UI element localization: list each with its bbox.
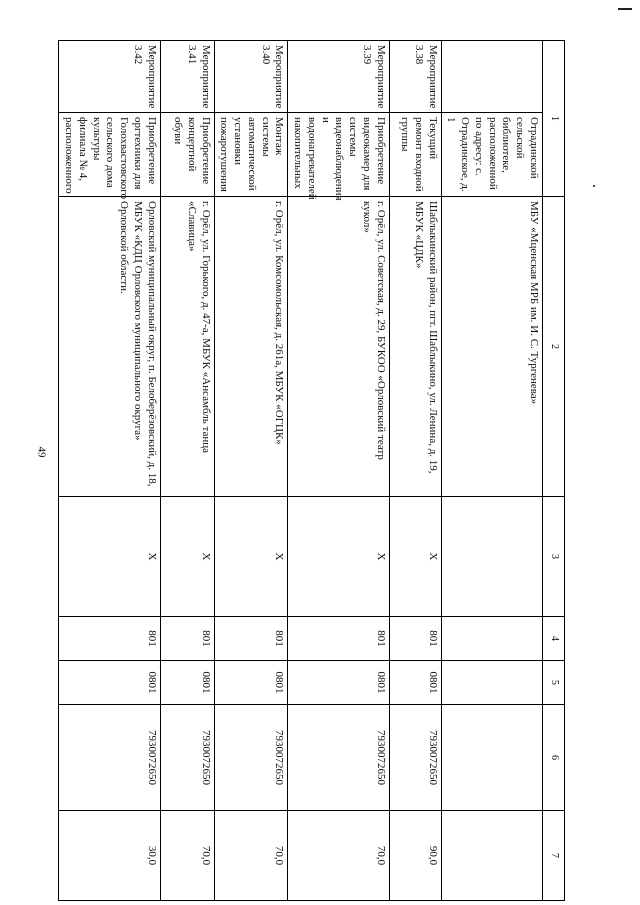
header-cell-7: 7	[543, 811, 565, 901]
location-institution: г. Орёл, ул. Горького, д. 47-а, МБУК «Ансамбль танца «Славица»	[160, 197, 214, 497]
measure-description: Приобретение оргтехники для Голохвастовского сельского дома культуры филиала № 4, расположенного	[59, 113, 160, 197]
measure-id: Мероприятие 3.42	[59, 41, 160, 113]
col5-cell	[441, 661, 542, 705]
measure-description: Приобретение концертной обуви	[160, 113, 214, 197]
table-row	[288, 41, 389, 901]
header-cell-4: 4	[543, 617, 565, 661]
header-row	[543, 41, 565, 901]
col3-cell	[441, 497, 542, 617]
col7-cell: 70,0	[160, 811, 214, 901]
measure-description: Приобретение видеокамер для системы видеонаблюдения и водонагревателей накопительных	[288, 113, 389, 197]
measure-description: Текущий ремонт входной группы	[389, 113, 441, 197]
col3-cell: Х	[160, 497, 214, 617]
measure-description: Отрадинской сельской библиотеке, расположенной по адресу: с. Отрадинское, д. 1	[441, 113, 542, 197]
header-cell-3: 3	[543, 497, 565, 617]
scan-speck	[593, 185, 595, 187]
col4-cell: 801	[288, 617, 389, 661]
measures-table	[59, 40, 566, 901]
rotated-table-wrapper	[63, 40, 565, 900]
location-institution: Шаблыкинский район, пгт. Шаблыкино, ул. Ленина, д. 19, МБУК «ЦДК»	[389, 197, 441, 497]
col6-cell: 7930072650	[59, 705, 160, 811]
col6-cell: 7930072650	[389, 705, 441, 811]
measure-id: Мероприятие 3.39	[288, 41, 389, 113]
location-institution: г. Орёл, ул. Советская, д. 29, БУКОО «Орловский театр кукол»	[288, 197, 389, 497]
col5-cell: 0801	[59, 661, 160, 705]
location-institution: Орловский муниципальный округ, п. Белоберёзовский, д. 18, МБУК «КДЦ Орловского муниципального округа» Орловской области.	[59, 197, 160, 497]
col3-cell: Х	[389, 497, 441, 617]
table-row	[441, 41, 542, 901]
table-row	[160, 41, 214, 901]
col7-cell	[441, 811, 542, 901]
col4-cell: 801	[59, 617, 160, 661]
corner-mark	[618, 8, 632, 10]
header-cell-5: 5	[543, 661, 565, 705]
header-cell-6: 6	[543, 705, 565, 811]
col4-cell: 801	[160, 617, 214, 661]
page-number: 49	[35, 446, 48, 458]
col5-cell: 0801	[288, 661, 389, 705]
header-cell-1: 1	[543, 41, 565, 197]
measure-id: Мероприятие 3.40	[214, 41, 288, 113]
col6-cell	[441, 705, 542, 811]
col4-cell: 801	[214, 617, 288, 661]
col5-cell: 0801	[214, 661, 288, 705]
col6-cell: 7930072650	[160, 705, 214, 811]
col3-cell: Х	[288, 497, 389, 617]
col5-cell: 0801	[389, 661, 441, 705]
col5-cell: 0801	[160, 661, 214, 705]
measure-id: Мероприятие 3.38	[389, 41, 441, 113]
col7-cell: 70,0	[288, 811, 389, 901]
location-institution: МБУ «Мценская МРБ им. И. С. Тургенева»	[441, 197, 542, 497]
col3-cell: Х	[59, 497, 160, 617]
table-row	[59, 41, 160, 901]
col7-cell: 70,0	[214, 811, 288, 901]
col4-cell: 801	[389, 617, 441, 661]
measure-description: Монтаж системы автоматической установки пожаротушения	[214, 113, 288, 197]
col6-cell: 7930072650	[288, 705, 389, 811]
col3-cell: Х	[214, 497, 288, 617]
table-row	[214, 41, 288, 901]
measure-id	[441, 41, 542, 113]
measure-id: Мероприятие 3.41	[160, 41, 214, 113]
col7-cell: 30,0	[59, 811, 160, 901]
table-row	[389, 41, 441, 901]
col6-cell: 7930072650	[214, 705, 288, 811]
header-cell-2: 2	[543, 197, 565, 497]
col4-cell	[441, 617, 542, 661]
location-institution: г. Орёл, ул. Комсомольская, д. 261а, МБУК «ОГЦК»	[214, 197, 288, 497]
col7-cell: 90,0	[389, 811, 441, 901]
